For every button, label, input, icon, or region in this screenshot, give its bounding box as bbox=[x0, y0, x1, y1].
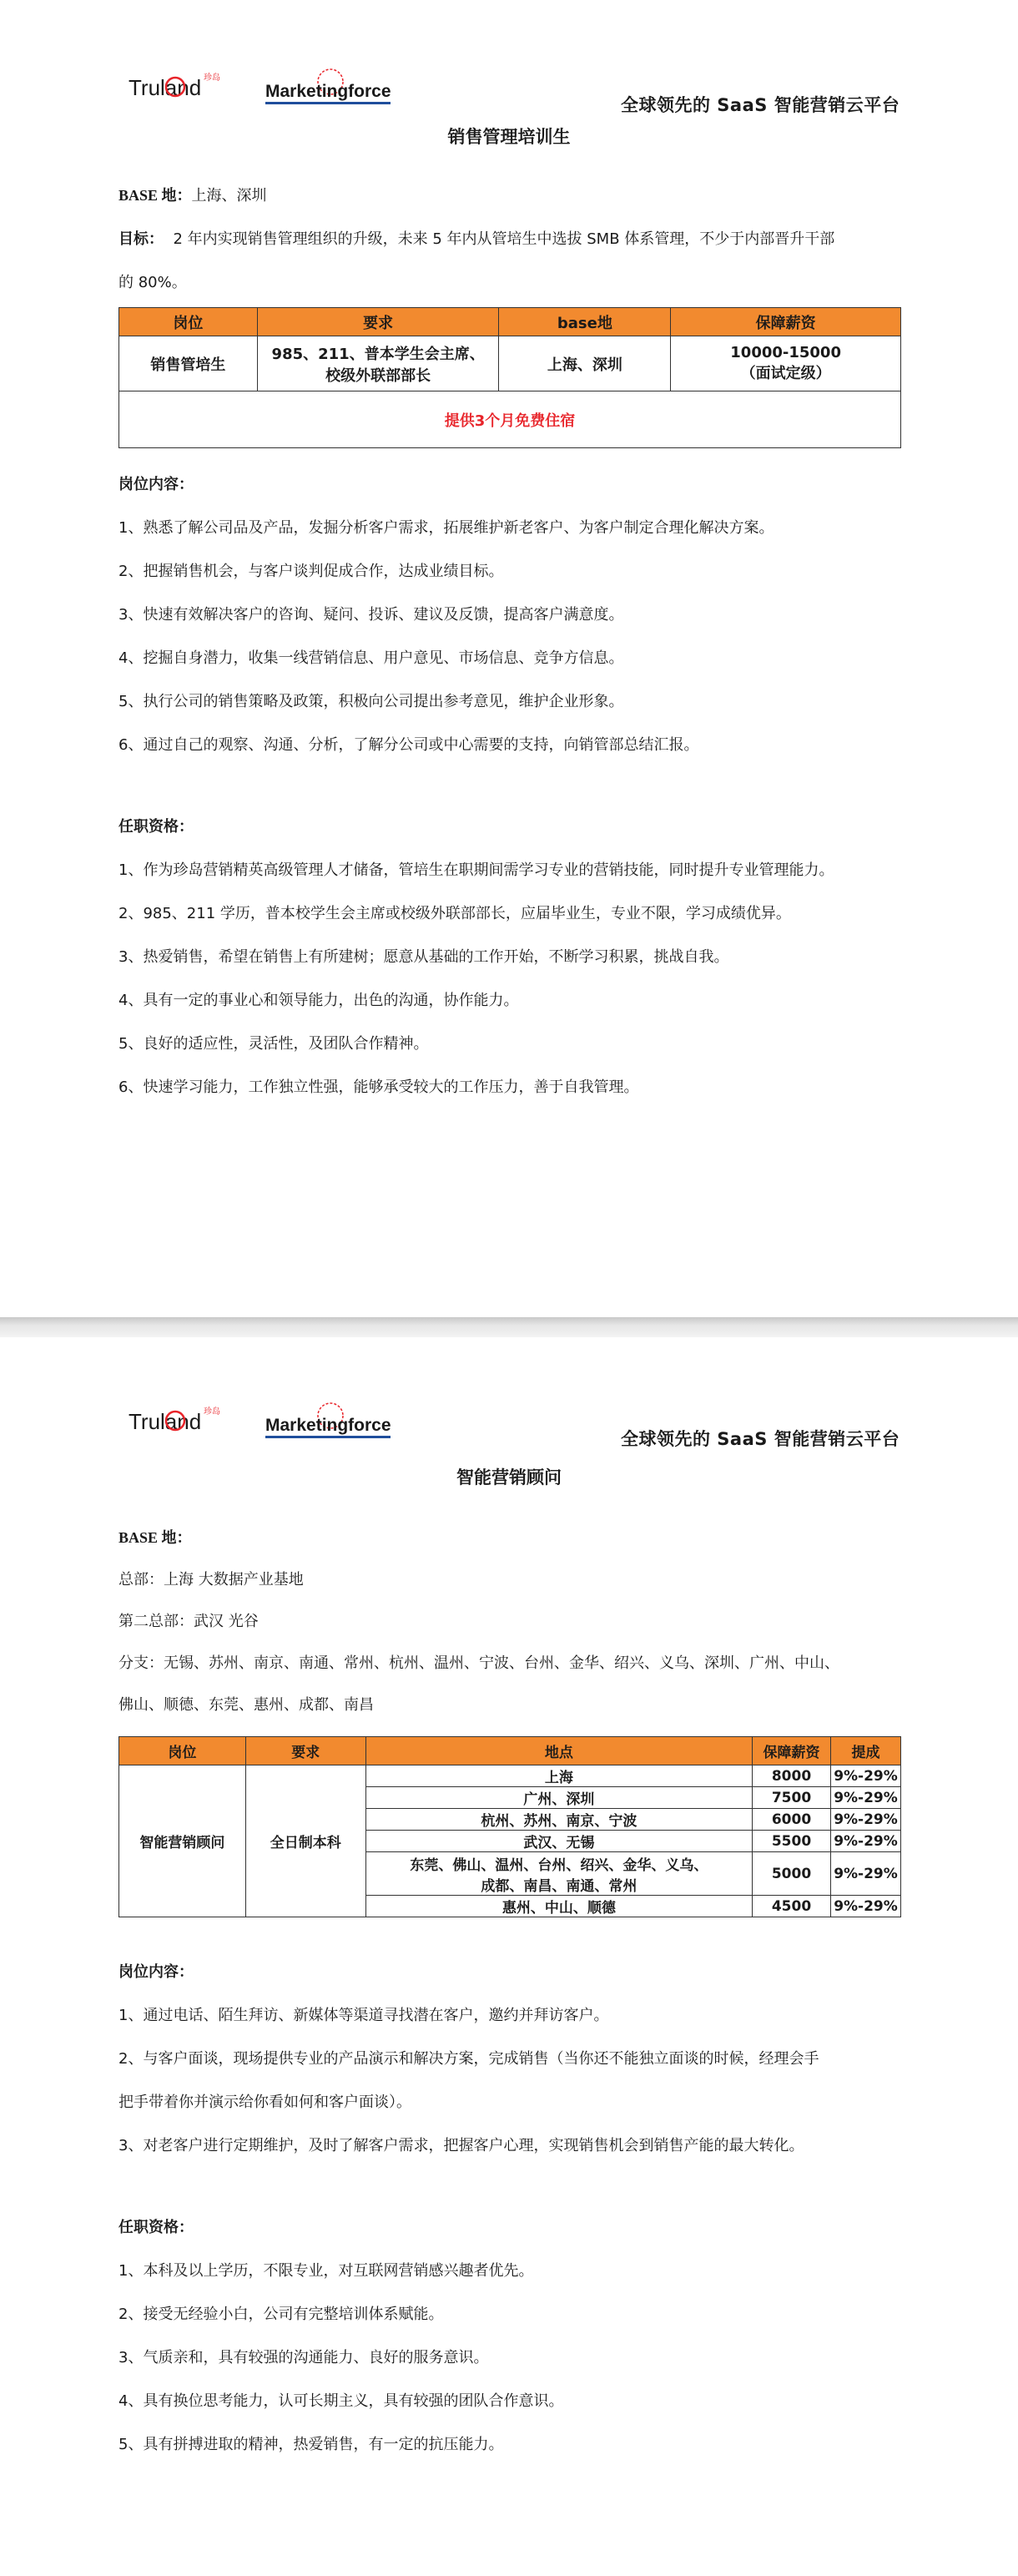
cell-place: 武汉、无锡 bbox=[365, 1831, 752, 1852]
table-row bbox=[119, 336, 901, 391]
header-place: 地点 bbox=[365, 1737, 752, 1765]
cell-commission: 9%-29% bbox=[830, 1896, 900, 1917]
base-value: 上海、深圳 bbox=[191, 187, 267, 205]
base-label: BASE 地： bbox=[118, 1529, 192, 1546]
logo-mf-text: Marketingforce bbox=[265, 1416, 391, 1435]
truland-logo bbox=[125, 70, 234, 104]
qual-item: 2、985、211 学历，普本校学生会主席或校级外联部部长，应届毕业生，专业不限，学习成绩优异。 bbox=[118, 905, 791, 922]
table-row bbox=[119, 1765, 901, 1787]
cell-requirement: 全日制本科 bbox=[245, 1765, 365, 1917]
cell-requirement bbox=[257, 336, 499, 391]
qual-item: 2、接受无经验小白，公司有完整培训体系赋能。 bbox=[118, 2306, 444, 2323]
duties-title: 岗位内容： bbox=[118, 476, 194, 493]
goal-text-line2: 的 80%。 bbox=[118, 274, 187, 291]
hq-line: 总部：上海 大数据产业基地 bbox=[118, 1571, 304, 1589]
branches-line1: 分支：无锡、苏州、南京、南通、常州、杭州、温州、宁波、台州、金华、绍兴、义乌、深圳、广州、中山、 bbox=[118, 1654, 839, 1672]
qual-item: 3、热爱销售，希望在销售上有所建树；愿意从基础的工作开始，不断学习积累，挑战自我。 bbox=[118, 948, 729, 966]
quals-title: 任职资格： bbox=[118, 818, 194, 836]
cell-position: 智能营销顾问 bbox=[119, 1765, 246, 1917]
tagline: 全球领先的 SaaS 智能营销云平台 bbox=[621, 95, 900, 115]
cell-place bbox=[365, 1852, 752, 1896]
logo-truland-badge: 珍岛 bbox=[204, 73, 220, 83]
cell-salary-l1: 10000-15000 bbox=[730, 344, 841, 361]
goal-label: 目标： bbox=[118, 230, 164, 248]
cell-place: 上海 bbox=[365, 1765, 752, 1787]
header-salary: 保障薪资 bbox=[671, 308, 901, 336]
cell-place-l1: 东莞、佛山、温州、台州、绍兴、金华、义乌、 bbox=[410, 1856, 708, 1874]
table-header-row bbox=[119, 308, 901, 336]
cell-commission: 9%-29% bbox=[830, 1765, 900, 1787]
cell-salary-l2: （面试定级） bbox=[740, 365, 831, 382]
second-hq-line: 第二总部：武汉 光谷 bbox=[118, 1613, 259, 1630]
duty-item: 1、熟悉了解公司品及产品，发掘分析客户需求，拓展维护新老客户、为客户制定合理化解决方案。 bbox=[118, 519, 774, 537]
header-commission: 提成 bbox=[830, 1737, 900, 1765]
cell-place: 惠州、中山、顺德 bbox=[365, 1896, 752, 1917]
duty-item: 5、执行公司的销售策略及政策，积极向公司提出参考意见，维护企业形象。 bbox=[118, 693, 624, 710]
cell-commission: 9%-29% bbox=[830, 1852, 900, 1896]
duty-item: 6、通过自己的观察、沟通、分析，了解分公司或中心需要的支持，向销管部总结汇报。 bbox=[118, 736, 699, 754]
header-salary: 保障薪资 bbox=[753, 1737, 831, 1765]
qual-item: 4、具有一定的事业心和领导能力，出色的沟通，协作能力。 bbox=[118, 992, 519, 1009]
cell-position: 销售管培生 bbox=[119, 336, 258, 391]
page-separator bbox=[0, 1317, 1018, 1337]
tagline: 全球领先的 SaaS 智能营销云平台 bbox=[621, 1429, 900, 1449]
cell-place: 广州、深圳 bbox=[365, 1787, 752, 1809]
cell-salary: 8000 bbox=[753, 1765, 831, 1787]
base-line bbox=[118, 184, 267, 205]
cell-salary: 4500 bbox=[753, 1896, 831, 1917]
duty-item: 把手带着你并演示给你看如何和客户面谈）。 bbox=[118, 2094, 411, 2111]
duties-title: 岗位内容： bbox=[118, 1963, 194, 1981]
table-note-row bbox=[119, 391, 901, 448]
duty-item: 3、对老客户进行定期维护，及时了解客户需求，把握客户心理，实现销售机会到销售产能的最大转化。 bbox=[118, 2137, 804, 2154]
qual-item: 1、作为珍岛营销精英高级管理人才储备，管培生在职期间需学习专业的营销技能，同时提升专业管理能力。 bbox=[118, 861, 834, 879]
qual-item: 3、气质亲和，具有较强的沟通能力、良好的服务意识。 bbox=[118, 2349, 489, 2366]
duty-item: 1、通过电话、陌生拜访、新媒体等渠道寻找潜在客户，邀约并拜访客户。 bbox=[118, 2007, 609, 2024]
cell-requirement-l2: 校级外联部部长 bbox=[325, 366, 431, 385]
cell-place: 杭州、苏州、南京、宁波 bbox=[365, 1809, 752, 1831]
cell-salary: 7500 bbox=[753, 1787, 831, 1809]
goal-line bbox=[118, 227, 834, 249]
goal-text-line1: 2 年内实现销售管理组织的升级，未来 5 年内从管培生中选拔 SMB 体系管理，不少于内部晋升干部 bbox=[173, 230, 835, 248]
marketingforce-logo bbox=[264, 1401, 397, 1442]
table-header-row bbox=[119, 1737, 901, 1765]
page-title: 销售管理培训生 bbox=[447, 127, 571, 147]
header-base: base地 bbox=[499, 308, 671, 336]
cell-salary: 5500 bbox=[753, 1831, 831, 1852]
document-page-2 bbox=[0, 1337, 1018, 2576]
cell-place-l2: 成都、南昌、南通、常州 bbox=[481, 1877, 638, 1895]
header-position: 岗位 bbox=[119, 1737, 246, 1765]
logo-truland-text: Truland bbox=[129, 75, 202, 100]
base-label: BASE 地： bbox=[118, 187, 192, 204]
header-requirement: 要求 bbox=[245, 1737, 365, 1765]
cell-commission: 9%-29% bbox=[830, 1831, 900, 1852]
qual-item: 4、具有换位思考能力，认可长期主义，具有较强的团队合作意识。 bbox=[118, 2392, 564, 2410]
free-housing-note: 提供3个月免费住宿 bbox=[119, 391, 901, 448]
cell-requirement-l1: 985、211、普本学生会主席、 bbox=[271, 345, 485, 363]
logo-truland-badge: 珍岛 bbox=[204, 1407, 220, 1417]
qual-item: 5、良好的适应性，灵活性，及团队合作精神。 bbox=[118, 1035, 429, 1053]
cell-salary: 5000 bbox=[753, 1852, 831, 1896]
page-title: 智能营销顾问 bbox=[456, 1467, 562, 1488]
quals-title: 任职资格： bbox=[118, 2219, 194, 2236]
header-requirement: 要求 bbox=[257, 308, 499, 336]
cell-salary: 6000 bbox=[753, 1809, 831, 1831]
cell-base: 上海、深圳 bbox=[499, 336, 671, 391]
duty-item: 3、快速有效解决客户的咨询、疑问、投诉、建议及反馈，提高客户满意度。 bbox=[118, 606, 624, 624]
cell-commission: 9%-29% bbox=[830, 1787, 900, 1809]
duty-item: 4、挖掘自身潜力，收集一线营销信息、用户意见、市场信息、竞争方信息。 bbox=[118, 649, 624, 667]
marketingforce-logo bbox=[264, 67, 397, 109]
truland-logo bbox=[125, 1404, 234, 1437]
logo-truland-text: Truland bbox=[129, 1409, 202, 1434]
branches-line2: 佛山、顺德、东莞、惠州、成都、南昌 bbox=[118, 1696, 374, 1714]
duty-item: 2、与客户面谈，现场提供专业的产品演示和解决方案，完成销售（当你还不能独立面谈的时候，经理会手 bbox=[118, 2050, 819, 2068]
job1-table bbox=[118, 307, 901, 448]
cell-salary bbox=[671, 336, 901, 391]
cell-commission: 9%-29% bbox=[830, 1809, 900, 1831]
qual-item: 6、快速学习能力，工作独立性强，能够承受较大的工作压力，善于自我管理。 bbox=[118, 1078, 639, 1096]
qual-item: 1、本科及以上学历，不限专业，对互联网营销感兴趣者优先。 bbox=[118, 2262, 534, 2280]
qual-item: 5、具有拼搏进取的精神，热爱销售，有一定的抗压能力。 bbox=[118, 2436, 504, 2453]
job2-table bbox=[118, 1736, 901, 1917]
duty-item: 2、把握销售机会，与客户谈判促成合作，达成业绩目标。 bbox=[118, 563, 504, 580]
logo-mf-text: Marketingforce bbox=[265, 82, 391, 101]
header-position: 岗位 bbox=[119, 308, 258, 336]
